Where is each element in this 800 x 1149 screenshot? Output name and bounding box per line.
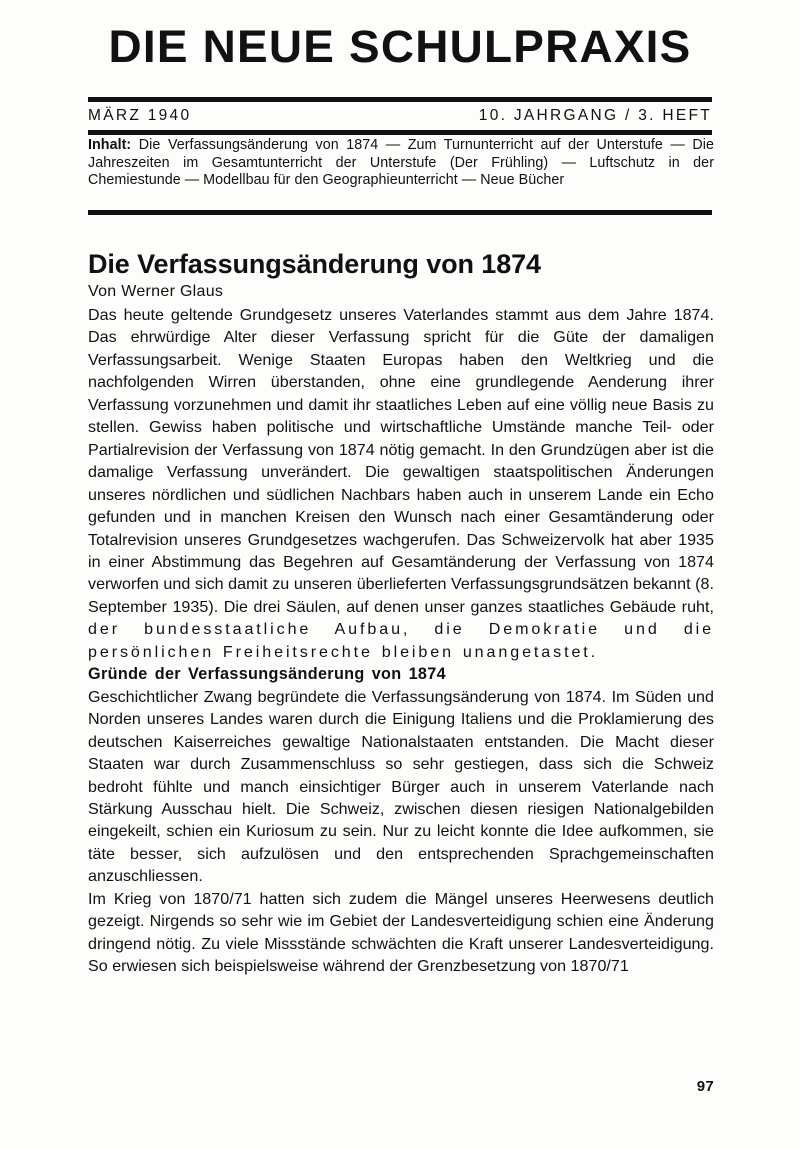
- issue-line: [88, 103, 712, 128]
- article-paragraph-2: Geschichtlicher Zwang begründete die Verfassungsänderung von 1874. Im Süden und Norden unseres Landes waren durch die Einigung Italiens und die Proklamierung des deutschen Kaiserreiches gewaltige Nationalstaaten entstanden. Die Macht dieser Staaten war durch Zusammenschluss so sehr gestiegen, dass sich die Schweiz bedroht fühlte und manch einsichtiger Bürger auch in unserem Vaterlande nach Stärkung Ausschau hielt. Die Schweiz, zwischen diesen riesigen Nationalgebilden eingekeilt, schien ein Kuriosum zu sein. Nur zu leicht konnte die Idee aufkommen, sie täte besser, sich aufzulösen und den entsprechenden Sprachgemeinschaften anzuschliessen.: [88, 687, 714, 886]
- issue-volume-and-number: 10. JAHRGANG / 3. HEFT: [478, 106, 712, 124]
- table-of-contents-label: Inhalt:: [88, 137, 132, 153]
- article-byline: Von Werner Glaus: [88, 283, 224, 300]
- masthead-title: DIE NEUE SCHULPRAXIS: [108, 21, 692, 72]
- masthead: [88, 21, 712, 72]
- article-paragraph-3: Im Krieg von 1870/71 hatten sich zudem die Mängel unseres Heerwesens deutlich gezeigt. Nirgends so sehr wie im Gebiet der Landesverteidigung schien eine Änderung dringend nötig. Zu viele Missstände schwächten die Kraft unserer Landesverteidigung. So erwiesen sich beispielsweise während der Grenzbesetzung von 1870/71: [88, 889, 714, 976]
- article-paragraph-1: [88, 304, 714, 663]
- paragraph-1-text: Das heute geltende Grundgesetz unseres Vaterlandes stammt aus dem Jahre 1874. Das ehrwürdige Alter dieser Verfassung spricht für die Güte der damaligen Verfassungsarbeit. Wenige Staaten Europas haben den Weltkrieg und die nachfolgenden Wirren überstanden, ohne eine grundlegende Aenderung ihrer Verfassung vorzunehmen und damit ihr staatliches Leben auf eine völlig neue Basis zu stellen. Gewiss haben politische und wirtschaftliche Umstände manche Teil- oder Partialrevision der Verfassung von 1874 nötig gemacht. In den Grundzügen aber ist die damalige Verfassung unverändert. Die gewaltigen staatspolitischen Änderungen unseres nördlichen und südlichen Nachbars haben auch in unserem Lande ein Echo gefunden und in manchen Kreisen den Wunsch nach einer Gesamtänderung oder Totalrevision unseres Grundgesetzes wachgerufen. Das Schweizervolk hat aber 1935 in einer Abstimmung das Begehren auf Gesamtänderung der Verfassung von 1874 verworfen und sich damit zu unseren überlieferten Verfassungsgrundsätzen bekannt (8. September 1935). Die drei Säulen, auf denen unser ganzes staatliches Gebäude ruht,: [88, 306, 714, 616]
- page-number: 97: [696, 1078, 714, 1095]
- article-title: Die Verfassungsänderung von 1874: [88, 249, 541, 279]
- table-of-contents-text: Die Verfassungsänderung von 1874 — Zum Turnunterricht auf der Unterstufe — Die Jahreszeiten im Gesamtunterricht der Unterstufe (Der Frühling) — Luftschutz in der Chemiestunde — Modellbau für den Geographieunterricht — Neue Bücher: [88, 137, 714, 189]
- rule-below-table-of-contents: [88, 210, 712, 215]
- paragraph-1-emphasis: der bundesstaatliche Aufbau, die Demokratie und die persönlichen Freiheitsrechte bleiben unangetastet.: [88, 620, 714, 661]
- rule-below-issue-line: [88, 130, 712, 135]
- table-of-contents: [88, 137, 714, 190]
- article-subheading: Gründe der Verfassungsänderung von 1874: [88, 665, 446, 684]
- issue-date: MÄRZ 1940: [88, 106, 192, 124]
- rule-above-issue-line: [88, 97, 712, 102]
- article: [88, 248, 714, 978]
